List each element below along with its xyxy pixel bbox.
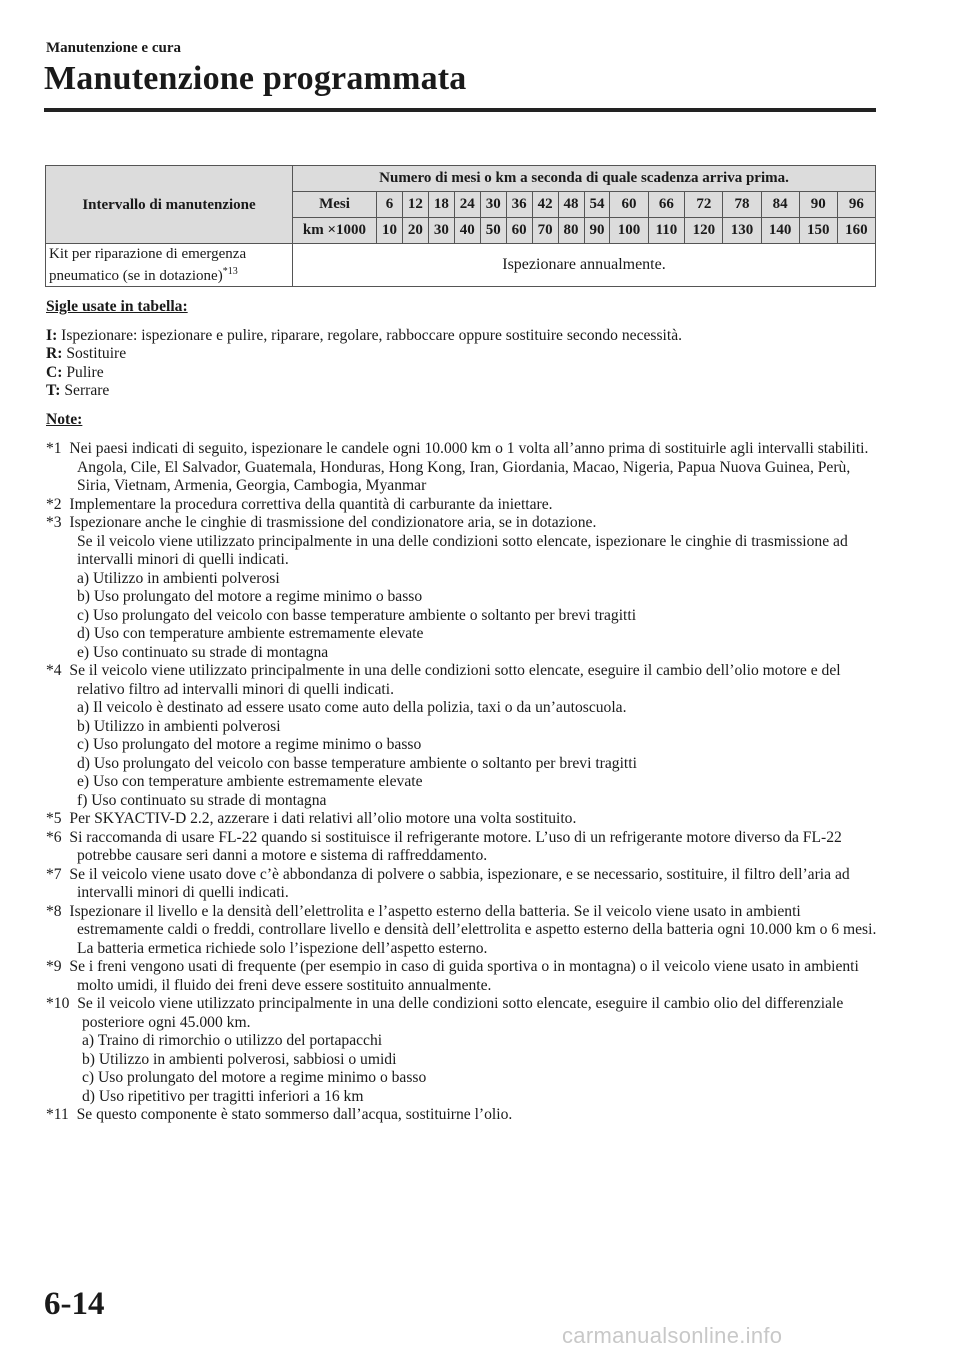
note-3 — [46, 514, 878, 533]
note-text: Se il veicolo viene utilizzato principalmente in una delle condizioni sotto elencate, eseguire il cambio dell’olio motore e del relativo filtro ad intervalli minori di quelli indicati. — [69, 662, 841, 698]
note-number: *10 — [46, 995, 70, 1012]
note-text: Per SKYACTIV-D 2.2, azzerare i dati relativi all’olio motore una volta sostituito. — [69, 810, 577, 827]
kit-footnote-ref: *13 — [222, 266, 238, 277]
legend-code: C: — [46, 363, 63, 381]
km-cell: 130 — [723, 218, 761, 244]
list-item: b) Utilizzo in ambienti polverosi — [77, 717, 281, 735]
legend-text: Serrare — [64, 382, 110, 399]
legend-text: Sostituire — [66, 345, 127, 362]
km-cell: 80 — [558, 218, 584, 244]
km-cell: 60 — [506, 218, 532, 244]
month-cell: 66 — [648, 192, 685, 218]
legend-code: R: — [46, 345, 63, 362]
legend-text: Ispezionare: ispezionare e pulire, riparare, regolare, rabboccare oppure sostituire secondo necessità. — [61, 326, 683, 344]
page-title: Manutenzione programmata — [44, 60, 467, 97]
month-cell: 24 — [454, 192, 480, 218]
km-cell: 120 — [685, 218, 723, 244]
list-item: f) Uso continuato su strade di montagna — [77, 791, 327, 809]
month-cell: 78 — [723, 192, 761, 218]
legend-text: Pulire — [66, 363, 104, 381]
km-cell: 10 — [377, 218, 403, 244]
note-text: Se il veicolo viene utilizzato principalmente in una delle condizioni sotto elencate, eseguire il cambio olio del differenziale posteriore ogni 45.000 km. — [77, 995, 844, 1031]
month-cell: 30 — [480, 192, 506, 218]
list-item: b) Uso prolungato del motore a regime minimo o basso — [77, 588, 423, 605]
month-cell: 36 — [506, 192, 532, 218]
list-item: a) Traino di rimorchio o utilizzo del portapacchi — [82, 1032, 383, 1049]
month-cell: 60 — [610, 192, 648, 218]
note-text: Se i freni vengono usati di frequente (per esempio in caso di guida sportiva o in montagna) o il veicolo viene usato in ambienti molto umidi, il fluido dei freni deve essere sostituito annualmente. — [69, 958, 859, 994]
list-item: b) Utilizzo in ambienti polverosi, sabbiosi o umidi — [82, 1050, 397, 1068]
section-label: Manutenzione e cura — [46, 40, 181, 56]
km-cell: 160 — [837, 218, 875, 244]
kit-label — [46, 244, 293, 287]
note-text: Nei paesi indicati di seguito, ispezionare le candele ogni 10.000 km o 1 volta all’anno prima di sostituirle agli intervalli stabiliti. — [69, 440, 869, 457]
legend-item — [46, 364, 878, 383]
note-8 — [46, 903, 878, 959]
note-number: *11 — [46, 1106, 69, 1123]
note-5 — [46, 810, 878, 829]
note-1 — [46, 440, 878, 459]
note-number: *4 — [46, 662, 62, 679]
list-item: d) Uso con temperature ambiente estremamente elevate — [77, 625, 424, 642]
note-11 — [46, 1106, 878, 1125]
list-item: a) Il veicolo è destinato ad essere usato come auto della polizia, taxi o da un’autoscuola. — [77, 699, 627, 716]
note-3-detail: Se il veicolo viene utilizzato principalmente in una delle condizioni sotto elencate, ispezionare le cinghie di trasmissione ad intervalli minori di quelli indicati. — [77, 532, 848, 568]
km-cell: 150 — [799, 218, 837, 244]
month-cell: 42 — [532, 192, 558, 218]
legend-item — [46, 345, 878, 364]
legend-item — [46, 382, 878, 401]
month-cell: 72 — [685, 192, 723, 218]
month-cell: 90 — [799, 192, 837, 218]
watermark: carmanualsonline.info — [562, 1323, 783, 1348]
note-text: Se questo componente è stato sommerso dall’acqua, sostituirne l’olio. — [76, 1106, 513, 1123]
legend-item — [46, 327, 878, 346]
month-cell: 18 — [428, 192, 454, 218]
note-6 — [46, 829, 878, 866]
note-number: *5 — [46, 810, 62, 827]
km-cell: 40 — [454, 218, 480, 244]
kit-value: Ispezionare annualmente. — [293, 244, 876, 287]
legend-heading: Sigle usate in tabella: — [46, 298, 188, 315]
km-cell: 50 — [480, 218, 506, 244]
notes-content — [46, 290, 878, 1125]
month-cell: 6 — [377, 192, 403, 218]
interval-header: Intervallo di manutenzione — [46, 166, 293, 244]
list-item: e) Uso con temperature ambiente estremamente elevate — [77, 773, 423, 790]
month-cell: 84 — [761, 192, 799, 218]
note-number: *7 — [46, 865, 62, 883]
title-rule — [44, 108, 876, 112]
km-cell: 70 — [532, 218, 558, 244]
list-item: a) Utilizzo in ambienti polverosi — [77, 569, 280, 587]
note-1-countries: Angola, Cile, El Salvador, Guatemala, Honduras, Hong Kong, Iran, Giordania, Macao, Nigeria, Papua Nuova Guinea, Perù, Siria, Vietnam, Armenia, Georgia, Cambogia, Myanmar — [77, 458, 851, 494]
list-item: c) Uso prolungato del motore a regime minimo o basso — [77, 736, 422, 753]
months-label: Mesi — [293, 192, 377, 218]
notes-heading: Note: — [46, 410, 83, 428]
month-cell: 96 — [837, 192, 875, 218]
list-item: d) Uso ripetitivo per tragitti inferiori a 16 km — [82, 1087, 364, 1105]
km-label: km ×1000 — [293, 218, 377, 244]
list-item: e) Uso continuato su strade di montagna — [77, 643, 329, 661]
km-cell: 100 — [610, 218, 648, 244]
note-number: *1 — [46, 440, 62, 457]
list-item: d) Uso prolungato del veicolo con basse temperature ambiente o soltanto per brevi tragitti — [77, 754, 637, 772]
note-text: Implementare la procedura correttiva della quantità di carburante da iniettare. — [69, 495, 553, 513]
legend-code: T: — [46, 382, 61, 399]
note-4 — [46, 662, 878, 699]
span-header: Numero di mesi o km a seconda di quale scadenza arriva prima. — [293, 166, 876, 192]
month-cell: 12 — [402, 192, 428, 218]
note-text: Ispezionare il livello e la densità dell’elettrolita e l’aspetto esterno della batteria. Se il veicolo viene usato in ambienti estremamente caldi o freddi, controllare livello e densità dell’elettrolita e aspetto esterno della batteria ogni 10.000 km o 6 mesi. La batteria ermetica richiede solo l’ispezione dell’aspetto esterno. — [69, 902, 877, 957]
kit-label-text: Kit per riparazione di emergenza pneumatico (se in dotazione) — [49, 246, 247, 284]
note-number: *9 — [46, 958, 62, 975]
legend — [46, 327, 878, 401]
note-number: *8 — [46, 902, 62, 920]
km-cell: 90 — [584, 218, 610, 244]
note-7 — [46, 866, 878, 903]
note-10 — [46, 995, 878, 1032]
maintenance-table — [45, 165, 876, 287]
table-row — [46, 244, 876, 287]
note-9 — [46, 958, 878, 995]
month-cell: 48 — [558, 192, 584, 218]
legend-code: I: — [46, 326, 58, 344]
page-number: 6-14 — [44, 1286, 105, 1322]
note-2 — [46, 496, 878, 515]
month-cell: 54 — [584, 192, 610, 218]
km-cell: 30 — [428, 218, 454, 244]
km-cell: 20 — [402, 218, 428, 244]
km-cell: 110 — [648, 218, 685, 244]
list-item: c) Uso prolungato del veicolo con basse temperature ambiente o soltanto per brevi tragitti — [77, 606, 637, 624]
note-number: *3 — [46, 514, 62, 531]
note-text: Ispezionare anche le cinghie di trasmissione del condizionatore aria, se in dotazione. — [69, 514, 597, 531]
note-text: Se il veicolo viene usato dove c’è abbondanza di polvere o sabbia, ispezionare, e se necessario, sostituire, il filtro dell’aria ad intervalli minori di quelli indicati. — [69, 865, 850, 901]
note-text: Si raccomanda di usare FL-22 quando si sostituisce il refrigerante motore. L’uso di un refrigerante motore diverso da FL-22 potrebbe causare seri danni a motore e sistema di raffreddamento. — [69, 828, 842, 864]
note-number: *6 — [46, 828, 62, 846]
note-number: *2 — [46, 495, 62, 513]
list-item: c) Uso prolungato del motore a regime minimo o basso — [82, 1069, 427, 1086]
km-cell: 140 — [761, 218, 799, 244]
